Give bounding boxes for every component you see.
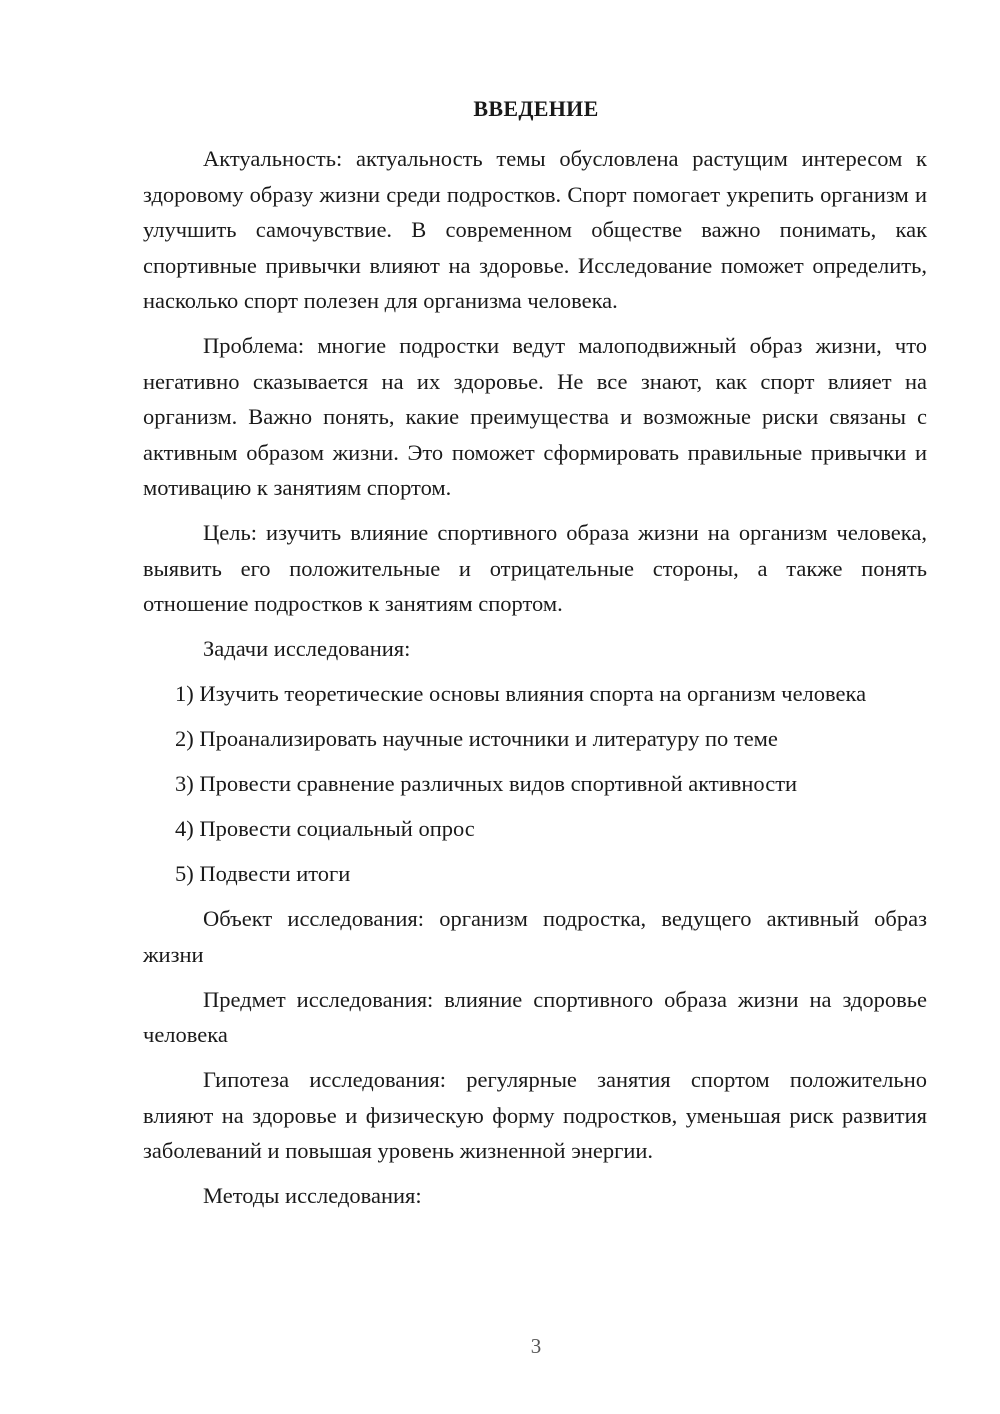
hypothesis-paragraph: Гипотеза исследования: регулярные занятия спортом положительно влияют на здоровье и физическую форму подростков, уменьшая риск развития заболеваний и повышая уровень жизненной энергии. <box>143 1067 927 1163</box>
task-item: 5) Подвести итоги <box>175 861 351 886</box>
object-paragraph: Объект исследования: организм подростка, ведущего активный образ жизни <box>143 906 927 967</box>
task-item: 4) Провести социальный опрос <box>175 816 475 841</box>
section-heading: ВВЕДЕНИЕ <box>473 96 599 121</box>
tasks-list <box>143 676 927 892</box>
problem-paragraph: Проблема: многие подростки ведут малоподвижный образ жизни, что негативно сказывается на их здоровье. Не все знают, как спорт влияет на организм. Важно понять, какие преимущества и возможные риски связаны с активным образом жизни. Это поможет сформировать правильные привычки и мотивацию к занятиям спортом. <box>143 333 927 500</box>
goal-paragraph: Цель: изучить влияние спортивного образа жизни на организм человека, выявить его положительные и отрицательные стороны, а также понять отношение подростков к занятиям спортом. <box>143 520 927 616</box>
relevance-paragraph: Актуальность: актуальность темы обусловлена растущим интересом к здоровому образу жизни среди подростков. Спорт помогает укрепить организм и улучшить самочувствие. В современном обществе важно понимать, как спортивные привычки влияют на здоровье. Исследование поможет определить, насколько спорт полезен для организма человека. <box>143 146 927 313</box>
tasks-title: Задачи исследования: <box>203 636 411 661</box>
task-item: 2) Проанализировать научные источники и литературу по теме <box>175 726 778 751</box>
document-body <box>143 141 927 1214</box>
methods-title: Методы исследования: <box>203 1183 422 1208</box>
task-item: 3) Провести сравнение различных видов спортивной активности <box>175 771 798 796</box>
subject-paragraph: Предмет исследования: влияние спортивного образа жизни на здоровье человека <box>143 986 927 1047</box>
task-item: 1) Изучить теоретические основы влияния спорта на организм человека <box>175 681 867 706</box>
page-number: 3 <box>530 1334 542 1358</box>
